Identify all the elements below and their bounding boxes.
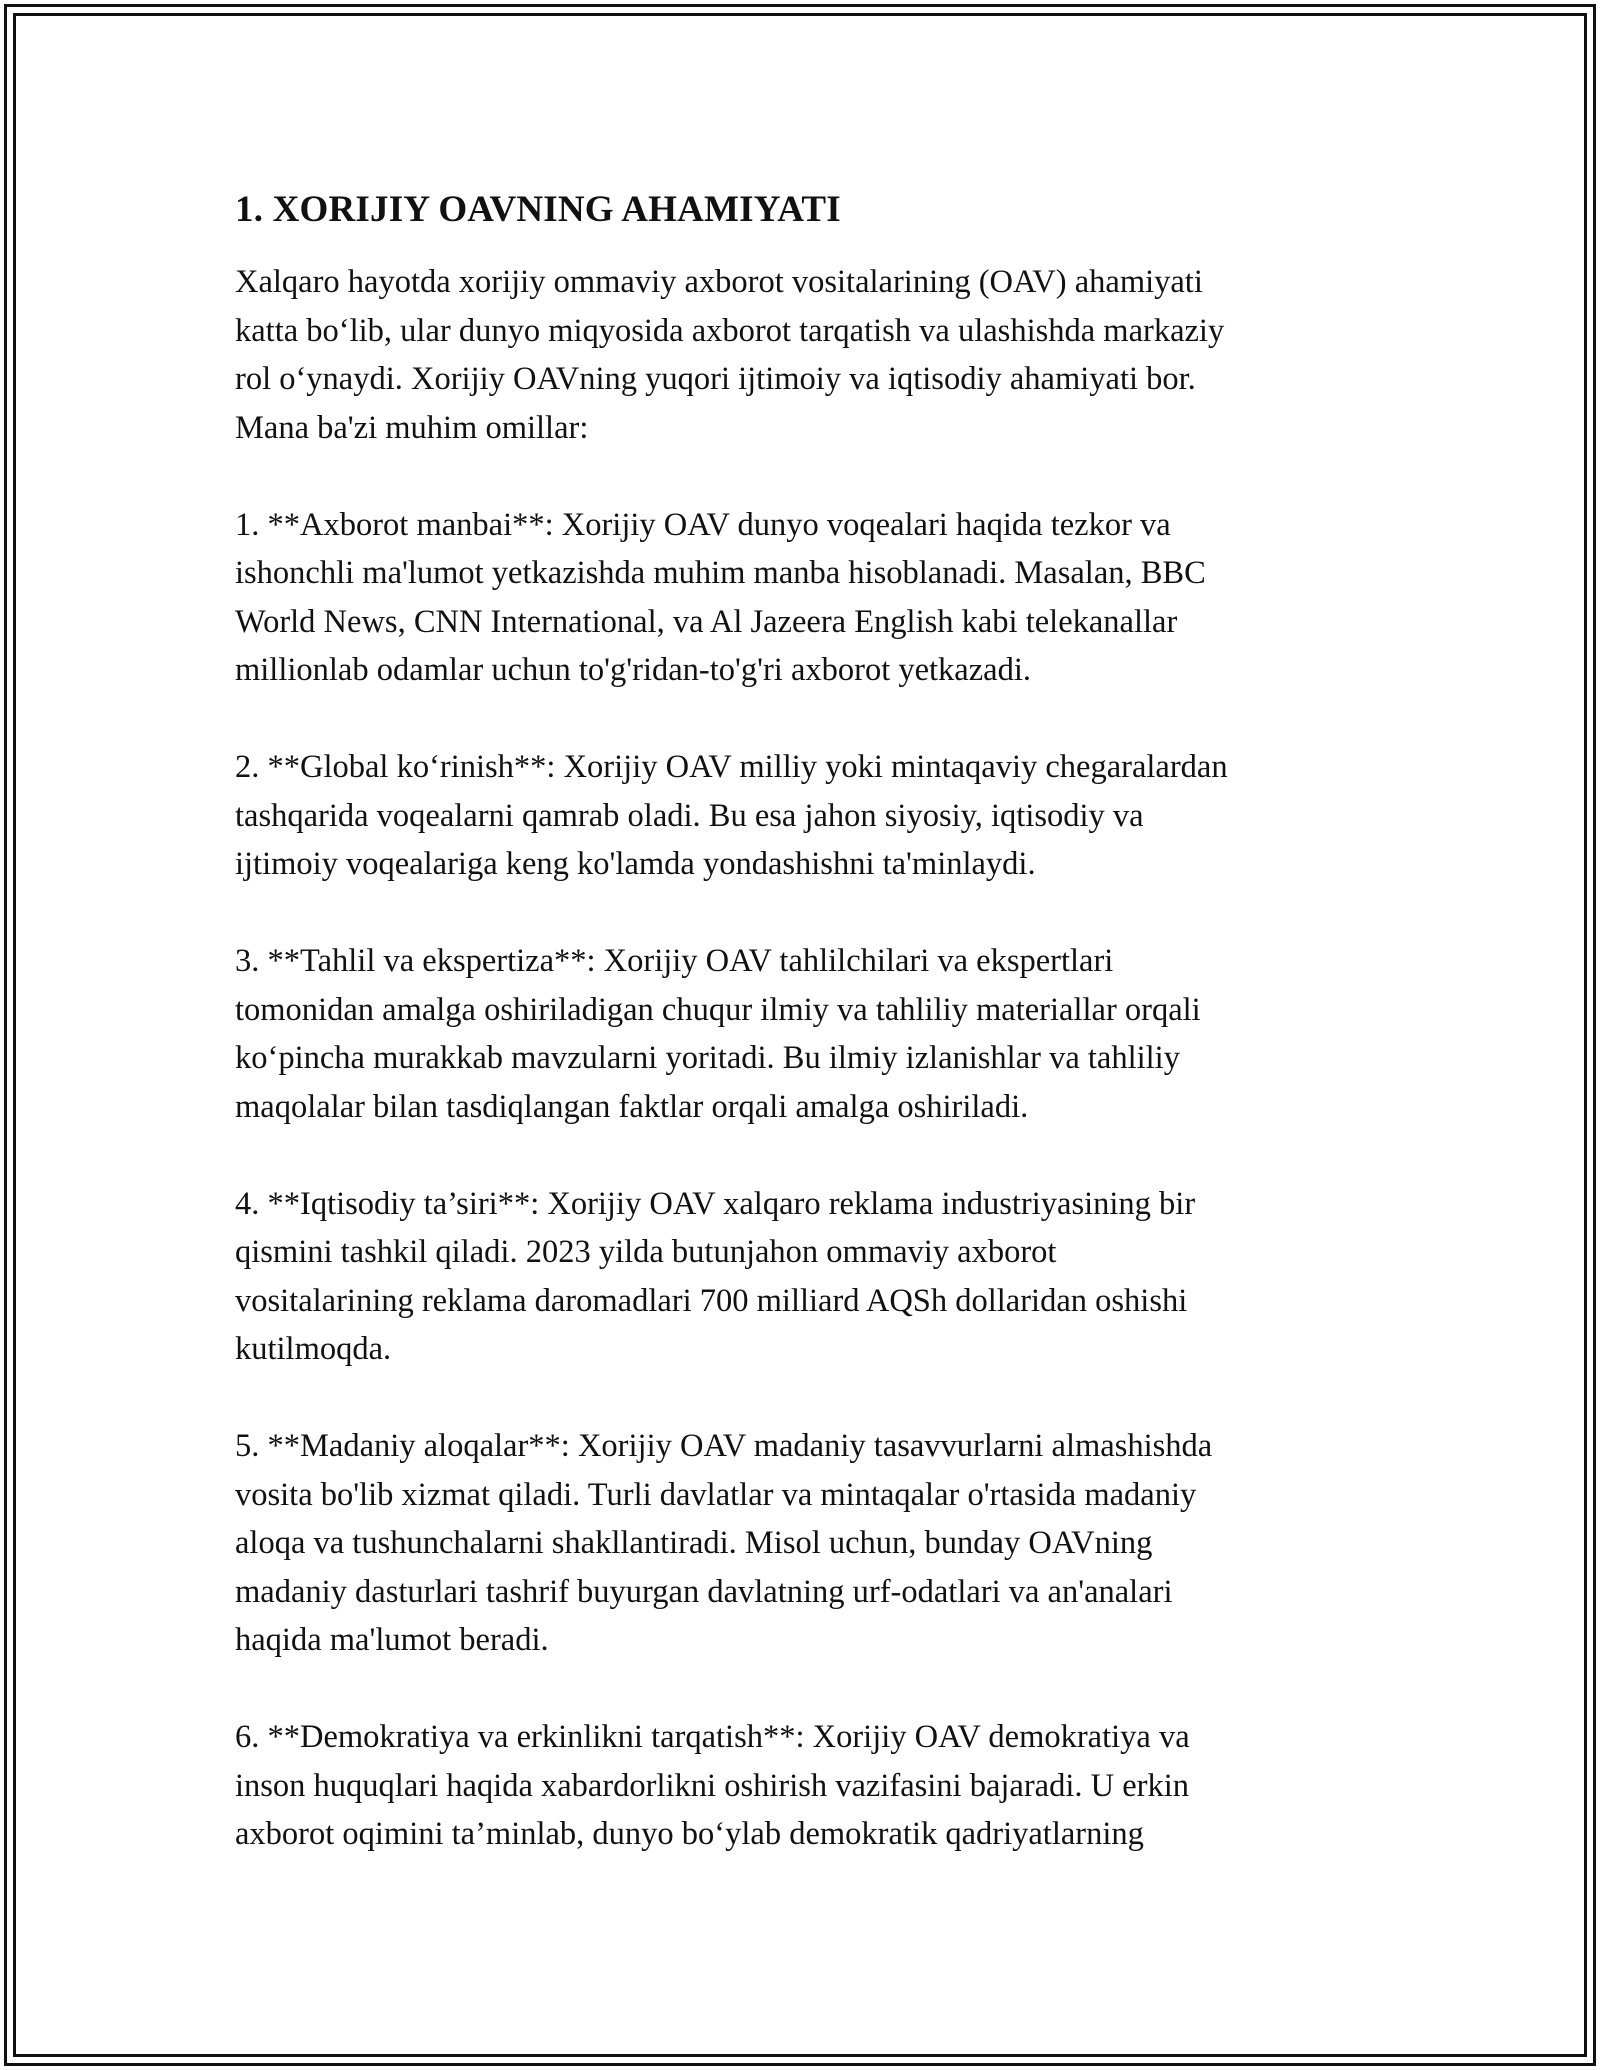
list-item-tahlil-ekspertiza: [235, 937, 1375, 1131]
list-item-global-korinish: [235, 743, 1375, 889]
section-heading: 1. XORIJIY OAVNING AHAMIYATI: [235, 189, 841, 230]
paragraph-line: aloqa va tushunchalarni shakllantiradi. Misol uchun, bunday OAVning: [235, 1525, 1153, 1561]
paragraph-line: Mana ba'zi muhim omillar:: [235, 409, 589, 446]
intro-paragraph: [235, 258, 1375, 452]
paragraph-line: vositalarining reklama daromadlari 700 milliard AQSh dollaridan oshishi: [235, 1282, 1188, 1319]
paragraph-line: axborot oqimini ta’minlab, dunyo bo‘ylab demokratik qadriyatlarning: [235, 1816, 1144, 1852]
list-item-iqtisodiy-tasiri: [235, 1180, 1375, 1374]
paragraph-line: tashqarida voqealarni qamrab oladi. Bu esa jahon siyosiy, iqtisodiy va: [235, 797, 1144, 834]
paragraph-line: millionlab odamlar uchun to'g'ridan-to'g'ri axborot yetkazadi.: [235, 652, 1031, 688]
paragraph-line: 4. **Iqtisodiy ta’siri**: Xorijiy OAV xalqaro reklama industriyasining bir: [235, 1185, 1196, 1222]
list-item-madaniy-aloqalar: [235, 1422, 1375, 1665]
paragraph-line: katta bo‘lib, ular dunyo miqyosida axborot tarqatish va ulashishda markaziy: [235, 312, 1225, 349]
paragraph-line: vosita bo'lib xizmat qiladi. Turli davlatlar va mintaqalar o'rtasida madaniy: [235, 1476, 1197, 1513]
paragraph-line: 2. **Global ko‘rinish**: Xorijiy OAV milliy yoki mintaqaviy chegaralardan: [235, 749, 1228, 785]
paragraph-line: ishonchli ma'lumot yetkazishda muhim manba hisoblanadi. Masalan, BBC: [235, 555, 1206, 591]
paragraph-line: World News, CNN International, va Al Jazeera English kabi telekanallar: [235, 603, 1178, 640]
document-body: [235, 186, 1375, 1907]
paragraph-line: inson huquqlari haqida xabardorlikni oshirish vazifasini bajaradi. U erkin: [235, 1767, 1189, 1804]
paragraph-line: 1. **Axborot manbai**: Xorijiy OAV dunyo voqealari haqida tezkor va: [235, 506, 1171, 543]
paragraph-line: kutilmoqda.: [235, 1331, 392, 1367]
paragraph-line: madaniy dasturlari tashrif buyurgan davlatning urf-odatlari va an'analari: [235, 1573, 1173, 1610]
paragraph-line: qismini tashkil qiladi. 2023 yilda butunjahon ommaviy axborot: [235, 1234, 1057, 1270]
paragraph-line: ijtimoiy voqealariga keng ko'lamda yondashishni ta'minlaydi.: [235, 846, 1036, 882]
paragraph-line: 3. **Tahlil va ekspertiza**: Xorijiy OAV tahlilchilari va ekspertlari: [235, 943, 1114, 979]
paragraph-line: 5. **Madaniy aloqalar**: Xorijiy OAV madaniy tasavvurlarni almashishda: [235, 1428, 1213, 1464]
paragraph-line: rol o‘ynaydi. Xorijiy OAVning yuqori ijtimoiy va iqtisodiy ahamiyati bor.: [235, 361, 1196, 397]
paragraph-line: haqida ma'lumot beradi.: [235, 1622, 549, 1658]
list-item-axborot-manbai: [235, 501, 1375, 695]
paragraph-line: ko‘pincha murakkab mavzularni yoritadi. Bu ilmiy izlanishlar va tahliliy: [235, 1040, 1180, 1076]
paragraph-line: maqolalar bilan tasdiqlangan faktlar orqali amalga oshiriladi.: [235, 1088, 1029, 1125]
paragraph-line: Xalqaro hayotda xorijiy ommaviy axborot vositalarining (OAV) ahamiyati: [235, 264, 1203, 300]
paragraph-line: 6. **Demokratiya va erkinlikni tarqatish**: Xorijiy OAV demokratiya va: [235, 1719, 1190, 1755]
list-item-demokratiya: [235, 1713, 1375, 1859]
paragraph-line: tomonidan amalga oshiriladigan chuqur ilmiy va tahliliy materiallar orqali: [235, 991, 1201, 1028]
